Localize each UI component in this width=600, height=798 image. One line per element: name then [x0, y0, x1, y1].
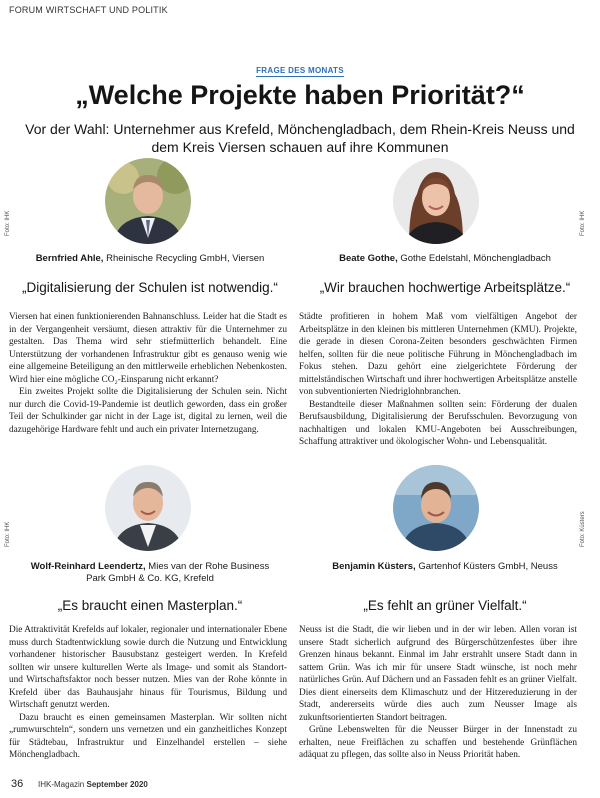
contributor-name: [20, 253, 280, 265]
headline: „Welche Projekte haben Priorität?“: [75, 80, 525, 110]
paragraph: Die Attraktivität Krefelds auf lokaler, regionaler und internationaler Ebene muss durch Stadtentwicklung sowie durch die Nutzung und Entwicklung vorhandener historischer Bausubstanz gesteigert werden. In Krefeld sollten wir unsere kulturellen Werte als Image- und somit als Standort- und Wirtschaftsfaktor noch besser nutzen. Mies van der Rohe könnte in Krefeld über das Bauhausjahr hinaus für Tourismus, Bildung und Wirtschaft genutzt werden.: [9, 625, 287, 710]
person-name: Wolf-Reinhard Leendertz,: [30, 561, 146, 572]
company-name: Gartenhof Küsters GmbH, Neuss: [418, 561, 558, 572]
portrait-photo: [105, 465, 191, 551]
article-text: [9, 624, 287, 762]
section-label: FORUM WIRTSCHAFT UND POLITIK: [9, 5, 168, 15]
paragraph: Neuss ist die Stadt, die wir lieben und in der wir leben. Allen voran ist unsere Stadt sicherlich aufgrund des Bürgerschützenfestes über ihre Grenzen hinaus bekannt. Einmal im Jahr erstrahlt unsere Stadt dann in sattem Grün. Was ich mir für unsere Stadt wünsche, ist noch mehr natürliches Grün. Auf Dächern und an Fassaden fehlt es an grüner Vielfalt. Dies dient einerseits dem Klimaschutz und der Hitzereduzierung in der Stadt, andererseits würde dies auch zum Neusser Image als zukunftsorientierten Standort beitragen.: [299, 625, 577, 723]
article-text: [299, 624, 577, 762]
pull-quote: „Es braucht einen Masterplan.“: [57, 598, 243, 613]
photo-credit: Foto: Küsters: [580, 511, 586, 547]
portrait-photo: [105, 158, 191, 244]
article-text: [299, 311, 577, 449]
company-name: Gothe Edelstahl, Mönchengladbach: [400, 253, 551, 264]
contributor-name: [300, 253, 590, 265]
kicker-text: FRAGE DES MONATS: [256, 66, 344, 75]
issue-date: September 2020: [86, 780, 148, 789]
photo-credit: Foto: IHK: [580, 210, 586, 236]
company-name: Rheinische Recycling GmbH, Viersen: [106, 253, 265, 264]
magazine-footer: [38, 780, 148, 789]
contributor-name: [320, 561, 570, 573]
magazine-name: IHK-Magazin: [38, 780, 85, 789]
article-text: [9, 311, 287, 436]
paragraph: Bestandteile dieser Maßnahmen sollten sein: Förderung der dualen Berufsausbildung, Digitalisierung der Berufsschulen. Bevorzugung von nachhaltigen und lokalen KMU-Angeboten bei Ausschreibungen, Schaffung attraktiver und ökologischer Wohn- und Lebensqualität.: [299, 399, 577, 447]
company-name: Mies van der Rohe Business Park GmbH & Co. KG, Krefeld: [86, 561, 270, 584]
person-name: Beate Gothe,: [339, 253, 398, 264]
portrait-photo: [393, 158, 479, 244]
portrait-photo: [393, 465, 479, 551]
pull-quote: „Wir brauchen hochwertige Arbeitsplätze.“: [319, 280, 571, 295]
page-number: 36: [11, 778, 24, 790]
paragraph: Ein zweites Projekt sollte die Digitalisierung der Schulen sein. Nicht nur durch die Covid-19-Pandemie ist deutlich geworden, dass ein großer Teil der Schulkinder gar nicht in der Lage ist, digital zu lernen, weil die dazugehörige Hardware fehlt und auch ein privater Internetzugang.: [9, 387, 287, 435]
kicker: [0, 66, 600, 75]
contributor-name: [20, 561, 280, 585]
subheadline: Vor der Wahl: Unternehmer aus Krefeld, Mönchengladbach, dem Rhein-Kreis Neuss und dem Kreis Viersen schauen auf ihre Kommunen: [25, 121, 575, 155]
pull-quote: „Digitalisierung der Schulen ist notwendig.“: [22, 280, 278, 295]
paragraph: Grüne Lebenswelten für die Neusser Bürger in der Innenstadt zu erhalten, neue Freiflächen zu schaffen und bestehende Grünflächen adäquat zu pflegen, das sollte also in Neuss Priorität haben.: [299, 725, 577, 760]
photo-credit: Foto: IHK: [5, 521, 11, 547]
photo-credit: Foto: IHK: [5, 210, 11, 236]
pull-quote: „Es fehlt an grüner Vielfalt.“: [363, 598, 527, 613]
paragraph: Dazu braucht es einen gemeinsamen Masterplan. Wir sollten nicht „rumwurschteln“, sondern uns vernetzen und ein ganzheitliches Konzept für Städtebau, Infrastruktur und Einzelhandel erstellen – siehe Mönchengladbach.: [9, 712, 287, 760]
paragraph: Städte profitieren in hohem Maß vom vielfältigen Angebot der Arbeitsplätze in den kleinen bis mittleren Unternehmen (KMU). Projekte, die gerade in diesen Corona-Zeiten besonders geschwächten Firmen helfen, sollten für die neue politische Führung in Mönchengladbach im Fokus stehen. Dazu gehört eine zielgerichtete Förderung der mittelständischen Wirtschaft und ihrer hochwertigen Arbeitsplätze anstelle von subventionierten Niedriglohnbranchen.: [299, 312, 577, 397]
person-name: Bernfried Ahle,: [35, 253, 104, 264]
person-name: Benjamin Küsters,: [332, 561, 416, 572]
paragraph: Viersen hat einen funktionierenden Bahnanschluss. Leider hat die Stadt es in der Vergangenheit versäumt, diesen attraktiv für die Unternehmer zu gestalten. Das Thema wird sehr stiefmütterlich behandelt. Eine Unterstützung der vorhandenen Infrastruktur gibt es genauso wenig wie eine allgemeine Beteiligung an den mittlerweile erheblichen Nebenkosten. Wird hier eine mögliche CO₂-Einsparung nicht erkannt?: [9, 312, 287, 385]
